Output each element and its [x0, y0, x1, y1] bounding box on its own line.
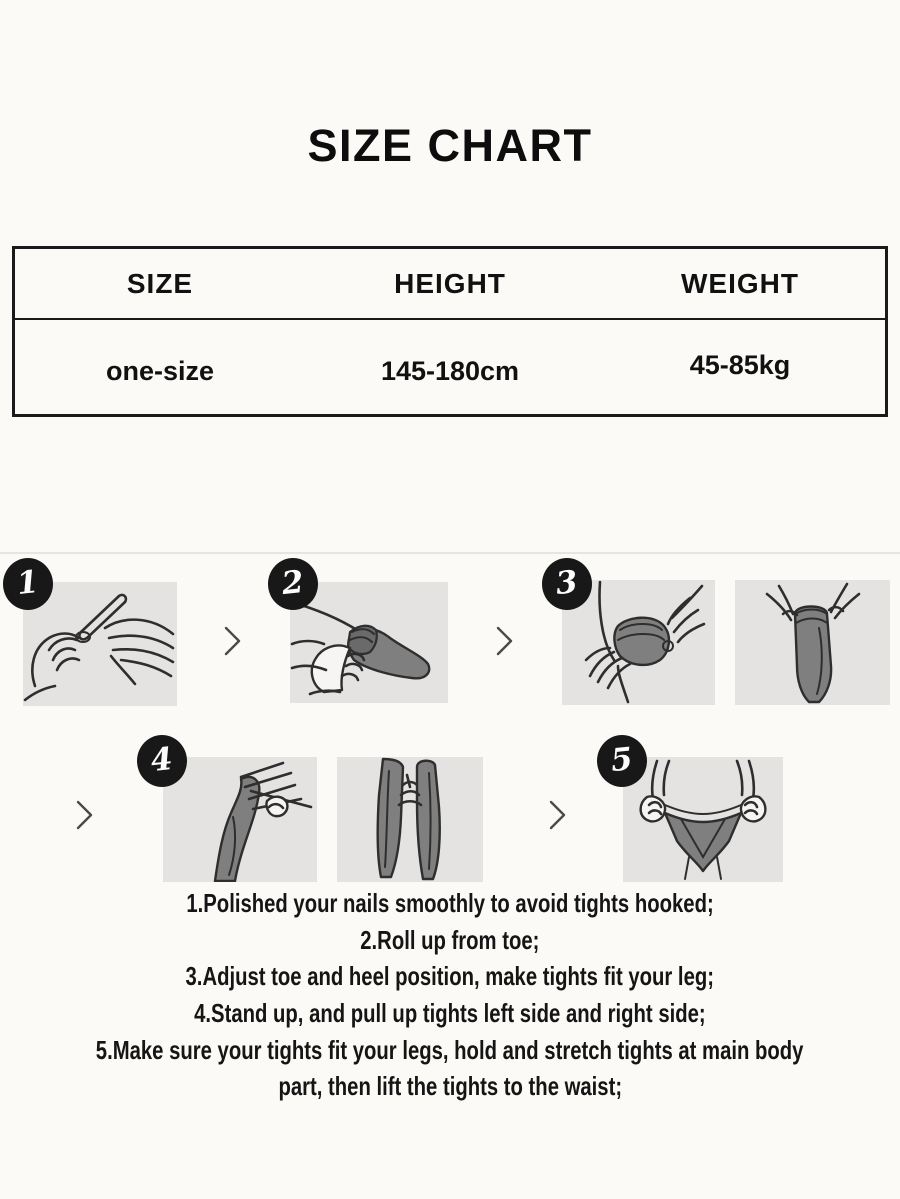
pull-up-leg-icon	[735, 580, 890, 705]
cell-weight-value: 45-85kg	[689, 349, 791, 380]
instruction-line-3: 3.Adjust toe and heel position, make tights fit your leg;	[185, 961, 715, 992]
cell-height-value: 145-180cm	[380, 355, 520, 386]
chevron-right-icon	[75, 799, 95, 831]
step-5-panel	[623, 757, 783, 882]
size-table-data-row	[15, 320, 885, 414]
chevron-right-icon	[495, 625, 515, 657]
size-table	[12, 246, 888, 417]
step-4-badge: 4	[137, 735, 187, 787]
instruction-line-4: 4.Stand up, and pull up tights left side and right side;	[194, 997, 706, 1028]
chevron-right-icon	[223, 625, 243, 657]
pull-up-thigh-icon	[163, 757, 317, 882]
stretch-waistband-icon	[623, 757, 783, 882]
instructions-list	[0, 885, 900, 1105]
step-1-badge: 1	[3, 558, 53, 610]
header-weight: WEIGHT	[681, 267, 799, 299]
step-4-panel-a	[163, 757, 317, 882]
header-height: HEIGHT	[394, 267, 506, 299]
cell-size-value: one-size	[105, 355, 215, 386]
instruction-line-5: 5.Make sure your tights fit your legs, hold and stretch tights at main body	[96, 1034, 804, 1065]
chevron-right-icon	[548, 799, 568, 831]
page-title: SIZE CHART	[307, 120, 593, 171]
instruction-line-2: 2.Roll up from toe;	[360, 924, 540, 955]
step-3-panel-b	[735, 580, 890, 705]
size-table-header-row	[15, 249, 885, 320]
step-2-badge: 2	[268, 558, 318, 610]
instruction-line-1: 1.Polished your nails smoothly to avoid tights hooked;	[186, 887, 714, 918]
section-divider	[0, 552, 900, 554]
legs-standing-icon	[337, 757, 483, 882]
step-5-badge: 5	[597, 735, 647, 787]
step-4-panel-b	[337, 757, 483, 882]
step-3-badge: 3	[542, 558, 592, 610]
header-size: SIZE	[126, 267, 194, 299]
step-2-panel	[290, 582, 448, 703]
roll-up-toe-icon	[290, 582, 448, 703]
instruction-line-5-continued: part, then lift the tights to the waist;	[278, 1071, 622, 1102]
